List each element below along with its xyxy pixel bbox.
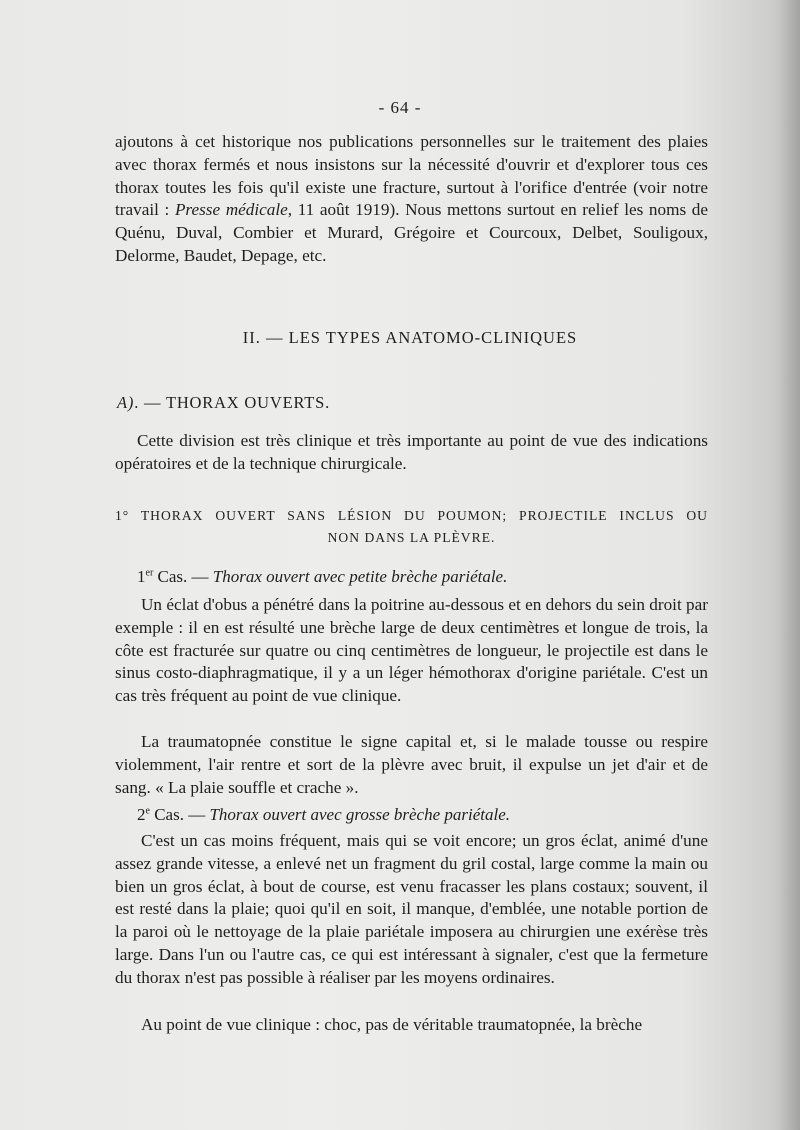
case2-paragraph-1: C'est un cas moins fréquent, mais qui se voit encore; un gros éclat, animé d'une assez grande vitesse, a enlevé net un fragment du gril costal, large comme la main ou bien un gros éclat, à bout de course, est venu fracasser les plans costaux; souvent, il est resté dans la plaie; quoi qu'il en soit, il manque, d'emblée, une notable portion de la paroi où le nettoyage de la plaie pariétale imposera au chirurgien une exérèse très large. Dans l'un ou l'autre cas, ce qui est intéressant à signaler, c'est que la fermeture du thorax n'est pas possible à réaliser par les moyens ordinaires.	[115, 831, 708, 987]
subsection-label: A)	[117, 393, 135, 412]
case2-number: 2	[137, 805, 146, 824]
case1-label: Cas. —	[153, 567, 213, 586]
case1-number: 1	[137, 567, 146, 586]
page-gutter-shadow	[778, 0, 800, 1130]
subsection-heading	[117, 393, 330, 413]
case1-paragraph-2: La traumatopnée constitue le signe capital et, si le malade tousse ou respire violemment, l'air rentre et sort de la plèvre avec bruit, il expulse un jet d'air et de sang. « La plaie souffle et crache ».	[115, 732, 708, 797]
case2-label: Cas. —	[149, 805, 210, 824]
case1-heading	[137, 567, 507, 587]
subsection-paragraph: Cette division est très clinique et très importante au point de vue des indications opératoires et de la technique chirurgicale.	[115, 431, 708, 473]
case2-title: Thorax ouvert avec grosse brèche pariétale.	[209, 805, 511, 824]
intro-text-end: , 11 août 1919). Nous mettons surtout en relief les noms de Quénu, Duval, Combier et Murard, Grégoire et Courcoux, Delbet, Souligoux, Delorme, Baudet, Depage, etc.	[115, 200, 708, 265]
subsection-title: . — THORAX OUVERTS.	[134, 393, 331, 412]
intro-paragraph	[115, 131, 708, 268]
page-number: - 64 -	[378, 98, 422, 117]
case1-paragraph-1: Un éclat d'obus a pénétré dans la poitrine au-dessous et en dehors du sein droit par exemple : il en est résulté une brèche large de deux centimètres et longue de trois, la côte est fracturée sur quatre ou cinq centimètres de longueur, le projectile est dans le sinus costo-diaphragmatique, il y a un léger hémothorax d'origine pariétale. C'est un cas très fréquent au point de vue clinique.	[115, 595, 708, 706]
section-heading: II. — LES TYPES ANATOMO-CLINIQUES	[242, 328, 578, 347]
case2-suffix: e	[145, 805, 150, 817]
case1-title: Thorax ouvert avec petite brèche pariétale.	[212, 567, 508, 586]
category-heading-line1: 1° THORAX OUVERT SANS LÉSION DU POUMON; PROJECTILE INCLUS OU	[115, 508, 708, 523]
case1-suffix: er	[145, 567, 154, 579]
case2-heading	[137, 805, 510, 825]
journal-reference: Presse médicale	[174, 200, 288, 220]
category-heading-line2: NON DANS LA PLÈVRE.	[327, 530, 496, 545]
category-heading	[115, 505, 708, 549]
intro-text-start: ajoutons à cet historique nos publications personnelles sur le traitement des plaies avec thorax fermés et nous insistons sur la nécessité d'ouvrir et d'explorer tous ces thorax toutes les fois qu'il existe une fracture, surtout à l'orifice d'entrée (voir notre travail :	[115, 132, 708, 220]
case2-paragraph-2: Au point de vue clinique : choc, pas de véritable traumatopnée, la brèche	[141, 1015, 643, 1034]
